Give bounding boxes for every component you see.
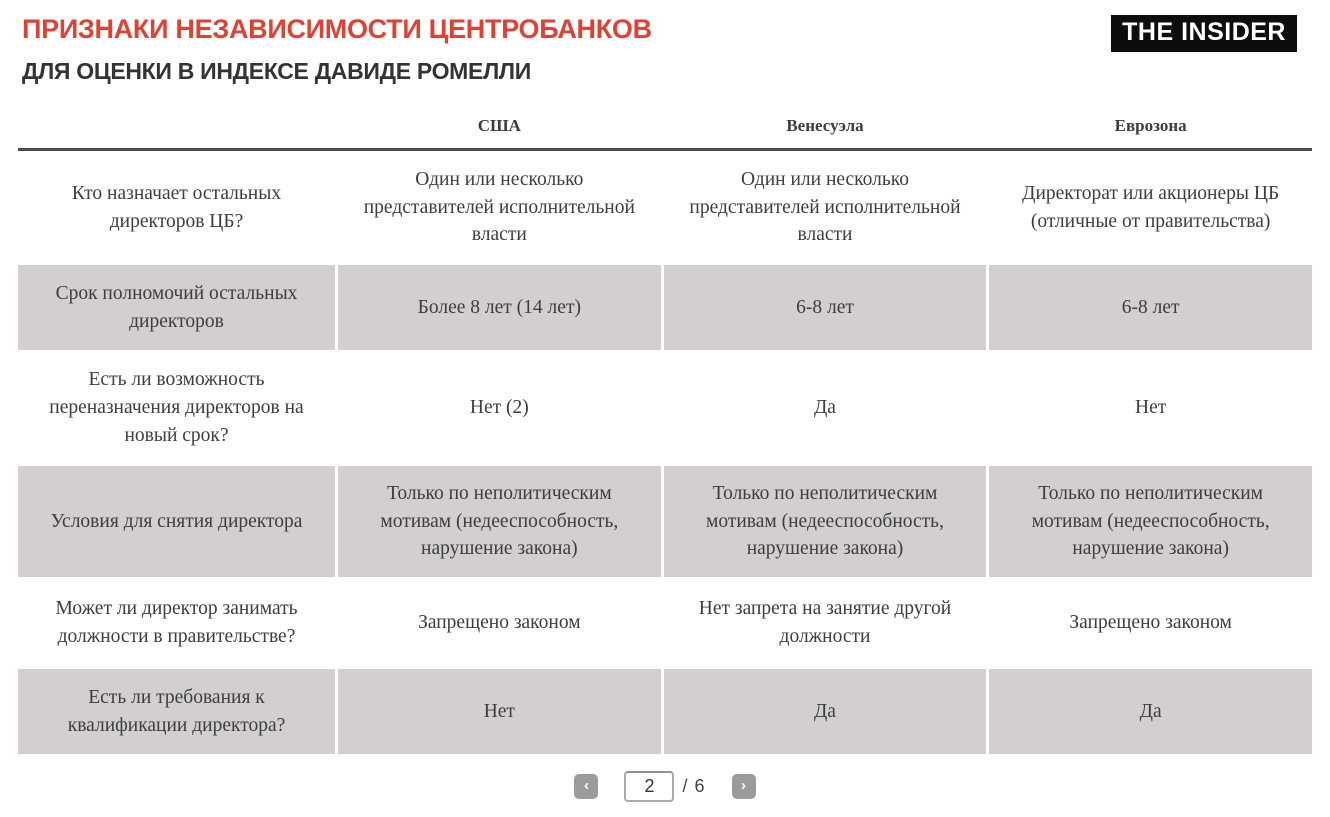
table-cell: Более 8 лет (14 лет) xyxy=(338,265,661,350)
table-cell: Нет (2) xyxy=(469,397,529,419)
row-label: Условия для снятия директора xyxy=(18,466,335,577)
row-label: Может ли директор занимать должности в правительстве? xyxy=(55,598,298,647)
row-label: Есть ли требования к квалификации директора? xyxy=(18,669,335,754)
table-cell: Нет xyxy=(338,669,661,754)
table-row xyxy=(18,466,1312,577)
the-insider-logo: THE INSIDER xyxy=(1111,15,1297,52)
column-header-usa: США xyxy=(477,116,521,135)
column-header-eurozone: Еврозона xyxy=(1114,116,1187,135)
comparison-table xyxy=(18,116,1312,754)
page-subtitle: ДЛЯ ОЦЕНКИ В ИНДЕКСЕ ДАВИДЕ РОМЕЛЛИ xyxy=(22,58,531,84)
row-label: Есть ли возможность переназначения директоров на новый срок? xyxy=(49,369,304,446)
page-header xyxy=(0,0,1330,85)
table-cell: 6-8 лет xyxy=(664,265,987,350)
table-cell: 6-8 лет xyxy=(989,265,1312,350)
table-cell: Нет запрета на занятие другой должности xyxy=(698,598,952,647)
table-cell: Да xyxy=(814,397,836,419)
page-number-input[interactable] xyxy=(624,771,674,802)
table-cell: Один или несколько представителей исполнительной власти xyxy=(363,168,635,246)
table-row xyxy=(18,265,1312,350)
chevron-right-icon: › xyxy=(741,777,746,794)
table-row xyxy=(18,151,1312,264)
table-row xyxy=(18,351,1312,465)
table-cell: Нет xyxy=(1135,397,1167,419)
column-header-venezuela: Венесуэла xyxy=(786,116,864,135)
table-cell: Запрещено законом xyxy=(418,612,581,634)
table-cell: Только по неполитическим мотивам (недееспособность, нарушение закона) xyxy=(664,466,987,577)
prev-page-button[interactable] xyxy=(574,774,598,799)
next-page-button[interactable] xyxy=(732,774,756,799)
page-title: ПРИЗНАКИ НЕЗАВИСИМОСТИ ЦЕНТРОБАНКОВ xyxy=(22,14,652,44)
table-row xyxy=(18,578,1312,668)
table-row xyxy=(18,669,1312,754)
row-label: Срок полномочий остальных директоров xyxy=(18,265,335,350)
column-header-empty xyxy=(18,116,335,136)
table-cell: Да xyxy=(664,669,987,754)
page-total-label: / 6 xyxy=(682,776,706,796)
pagination xyxy=(0,771,1330,802)
table-cell: Только по неполитическим мотивам (недееспособность, нарушение закона) xyxy=(989,466,1312,577)
table-cell: Только по неполитическим мотивам (недееспособность, нарушение закона) xyxy=(338,466,661,577)
table-header-row xyxy=(18,116,1312,151)
table-cell: Директорат или акционеры ЦБ (отличные от правительства) xyxy=(1022,182,1280,232)
table-cell: Один или несколько представителей исполнительной власти xyxy=(689,168,961,246)
table-cell: Запрещено законом xyxy=(1069,612,1232,634)
table-cell: Да xyxy=(989,669,1312,754)
chevron-left-icon: ‹ xyxy=(583,777,589,794)
row-label: Кто назначает остальных директоров ЦБ? xyxy=(71,182,282,232)
